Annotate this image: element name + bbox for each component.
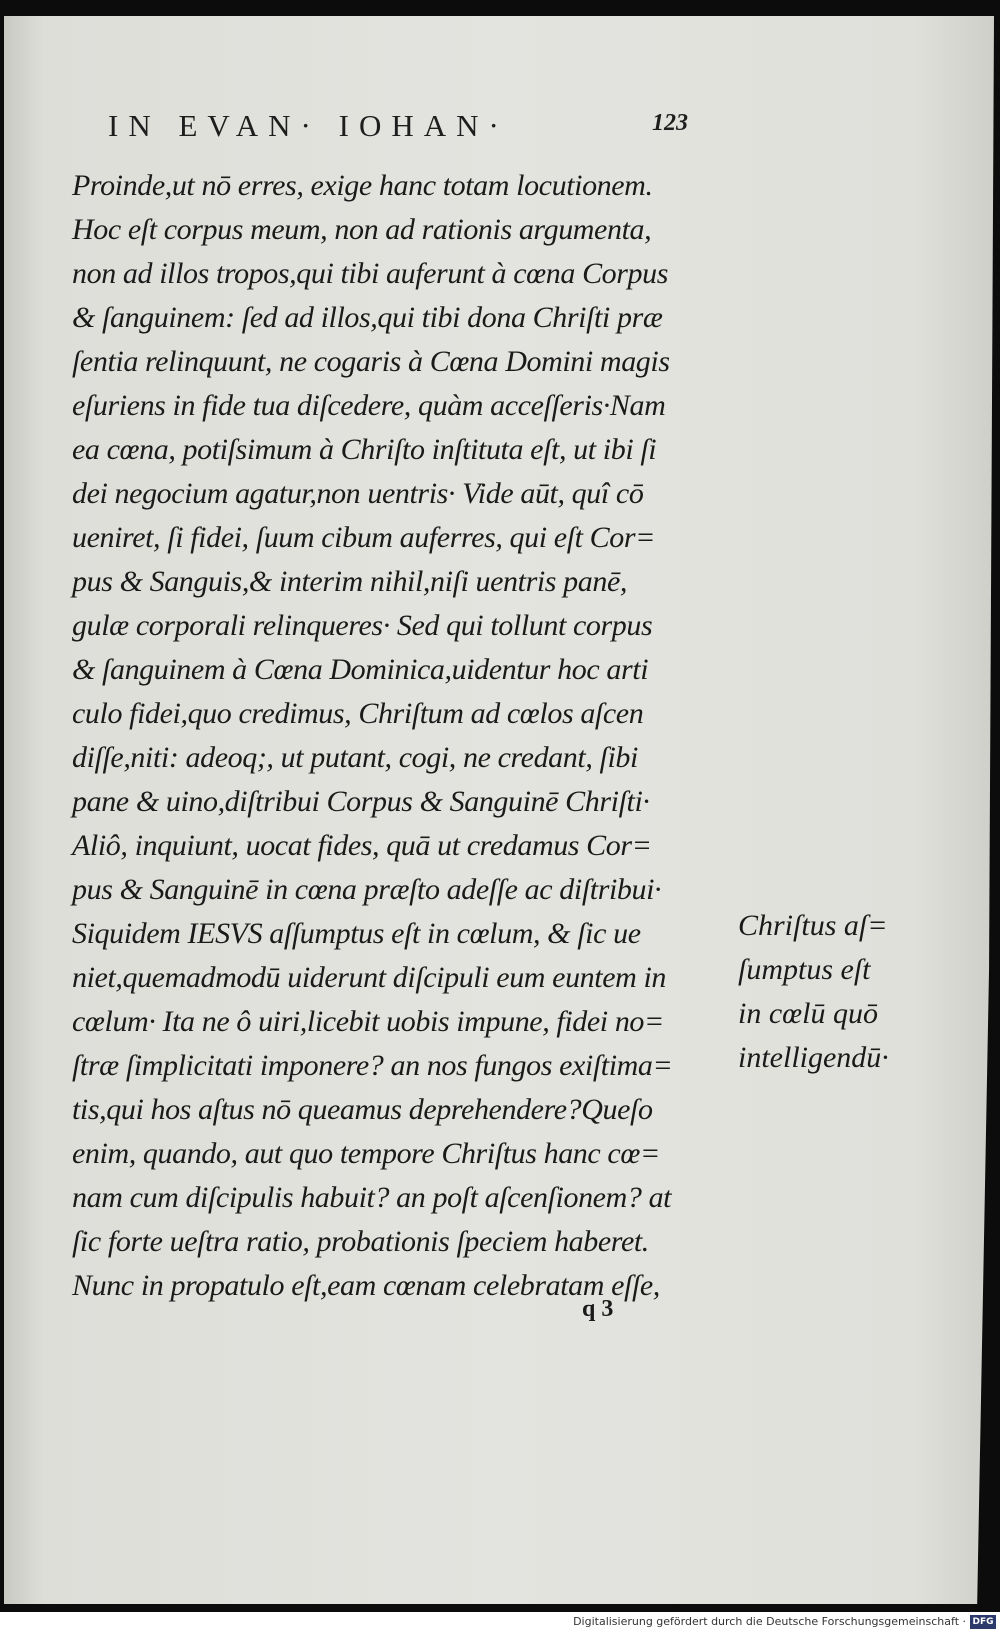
text-line: culo fidei,quo credimus, Chriſtum ad cœlos aſcen <box>72 697 644 730</box>
text-line: Siquidem IESVS aſſumptus eſt in cœlum, & ſic ue <box>72 917 641 950</box>
marginal-note <box>738 904 928 1080</box>
marginal-note-line: intelligendū· <box>738 1041 889 1074</box>
text-line: Aliô, inquiunt, uocat fides, quā ut credamus Cor= <box>72 829 652 862</box>
signature-mark: q 3 <box>582 1296 614 1322</box>
text-line: ea cœna, potiſsimum à Chriſto inſtituta eſt, ut ibi ſi <box>72 433 657 466</box>
marginal-note-line: in cœlū quō <box>738 997 878 1030</box>
text-line: pus & Sanguinē in cœna præſto adeſſe ac diſtribui· <box>72 873 662 906</box>
main-text-block <box>72 164 712 1308</box>
text-line: tis,qui hos aſtus nō queamus deprehendere?Queſo <box>72 1093 653 1126</box>
text-line: ſtræ ſimplicitati imponere? an nos fungos exiſtima= <box>72 1049 673 1082</box>
text-line: enim, quando, aut quo tempore Chriſtus hanc cœ= <box>72 1137 660 1170</box>
text-line: nam cum diſcipulis habuit? an poſt aſcenſionem? at <box>72 1181 672 1214</box>
text-line: ueniret, ſi fidei, ſuum cibum auferres, qui eſt Cor= <box>72 521 655 554</box>
dfg-logo: DFG <box>970 1615 996 1629</box>
page-number: 123 <box>652 110 688 136</box>
text-line: Hoc eſt corpus meum, non ad rationis argumenta, <box>72 213 652 246</box>
running-header <box>108 108 688 152</box>
text-line: gulæ corporali relinqueres· Sed qui tollunt corpus <box>72 609 653 642</box>
text-line: pane & uino,diſtribui Corpus & Sanguinē Chriſti· <box>72 785 650 818</box>
text-line: pus & Sanguis,& interim nihil,niſi uentris panē, <box>72 565 627 598</box>
text-line: ſic forte ueſtra ratio, probationis ſpeciem haberet. <box>72 1225 649 1258</box>
funding-credit: Digitalisierung gefördert durch die Deutsche Forschungsgemeinschaft · <box>573 1615 966 1628</box>
text-line: Nunc in propatulo eſt,eam cœnam celebratam eſſe, <box>72 1269 660 1302</box>
text-line: dei negocium agatur,non uentris· Vide aūt, quî cō <box>72 477 644 510</box>
marginal-note-line: Chriſtus aſ= <box>738 909 888 942</box>
text-line: niet,quemadmodū uiderunt diſcipuli eum euntem in <box>72 961 667 994</box>
text-line: non ad illos tropos,qui tibi auferunt à cœna Corpus <box>72 257 669 290</box>
text-line: cœlum· Ita ne ô uiri,licebit uobis impune, fidei no= <box>72 1005 664 1038</box>
running-title: IN EVAN· IOHAN· <box>108 108 509 143</box>
text-line: ſentia relinquunt, ne cogaris à Cœna Domini magis <box>72 345 670 378</box>
text-line: eſuriens in fide tua diſcedere, quàm acceſſeris·Nam <box>72 389 666 422</box>
marginal-note-line: ſumptus eſt <box>738 953 871 986</box>
footer-bar <box>0 1612 1000 1634</box>
text-line: Proinde,ut nō erres, exige hanc totam locutionem. <box>72 169 653 202</box>
text-line: & ſanguinem à Cœna Dominica,uidentur hoc arti <box>72 653 649 686</box>
text-line: diſſe,niti: adeoq;, ut putant, cogi, ne credant, ſibi <box>72 741 638 774</box>
text-line: & ſanguinem: ſed ad illos,qui tibi dona Chriſti præ <box>72 301 663 334</box>
